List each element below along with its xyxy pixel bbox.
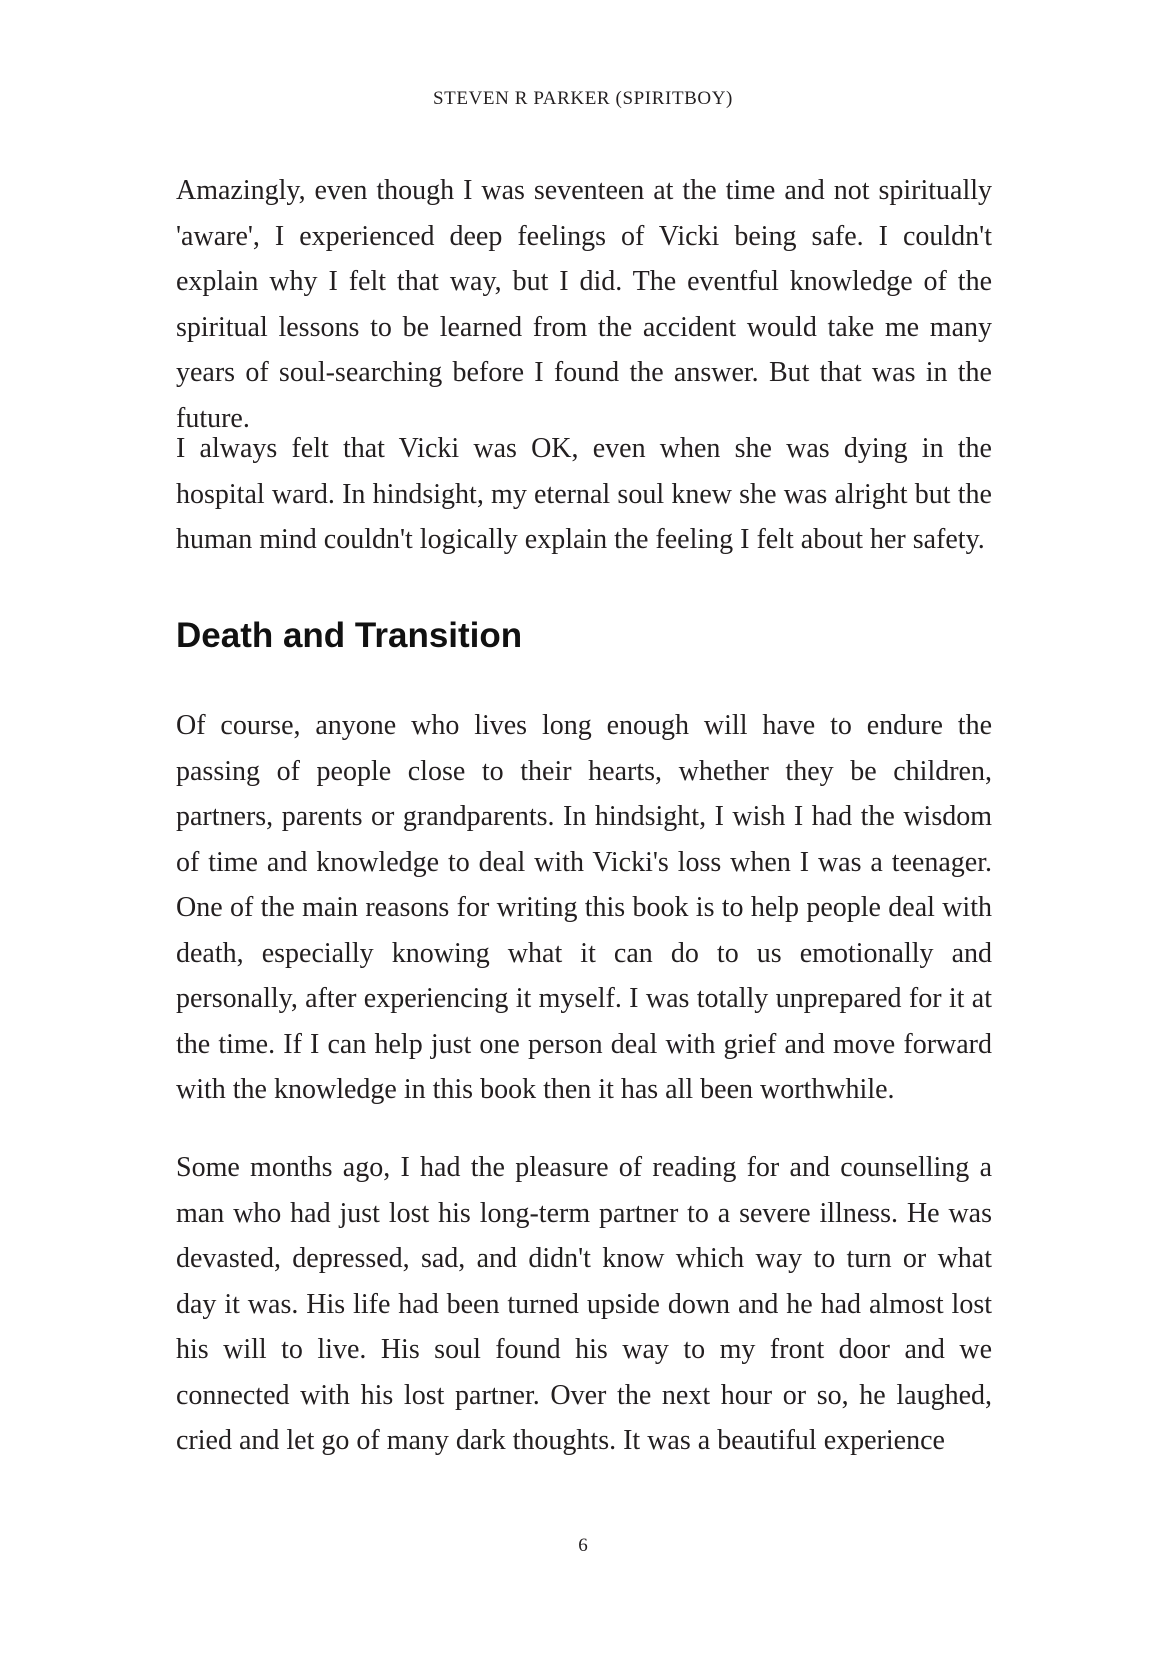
- paragraph-4: Some months ago, I had the pleasure of reading for and counselling a man who had just lost his long-term partner to a severe illness. He was devasted, depressed, sad, and didn't know which way to turn or what day it was. His life had been turned upside down and he had almost lost his will to live. His soul found his way to my front door and we connected with his lost partner. Over the next hour or so, he laughed, cried and let go of many dark thoughts. It was a beautiful experience: [176, 1152, 992, 1456]
- section-heading: Death and Transition: [176, 616, 523, 655]
- running-head: STEVEN R PARKER (SPIRITBOY): [432, 88, 733, 109]
- page-number: 6: [578, 1535, 588, 1556]
- paragraph-2: I always felt that Vicki was OK, even when she was dying in the hospital ward. In hindsight, my eternal soul knew she was alright but the human mind couldn't logically explain the feeling I felt about her safety.: [176, 433, 992, 555]
- paragraph-1: Amazingly, even though I was seventeen at the time and not spiritually 'aware', I experienced deep feelings of Vicki being safe. I couldn't explain why I felt that way, but I did. The eventful knowledge of the spiritual lessons to be learned from the accident would take me many years of soul-searching before I found the answer. But that was in the future.: [176, 175, 992, 434]
- paragraph-3: Of course, anyone who lives long enough will have to endure the passing of people close to their hearts, whether they be children, partners, parents or grandparents. In hindsight, I wish I had the wisdom of time and knowledge to deal with Vicki's loss when I was a teenager. One of the main reasons for writing this book is to help people deal with death, especially knowing what it can do to us emotionally and personally, after experiencing it myself. I was totally unprepared for it at the time. If I can help just one person deal with grief and move forward with the knowledge in this book then it has all been worthwhile.: [176, 710, 992, 1105]
